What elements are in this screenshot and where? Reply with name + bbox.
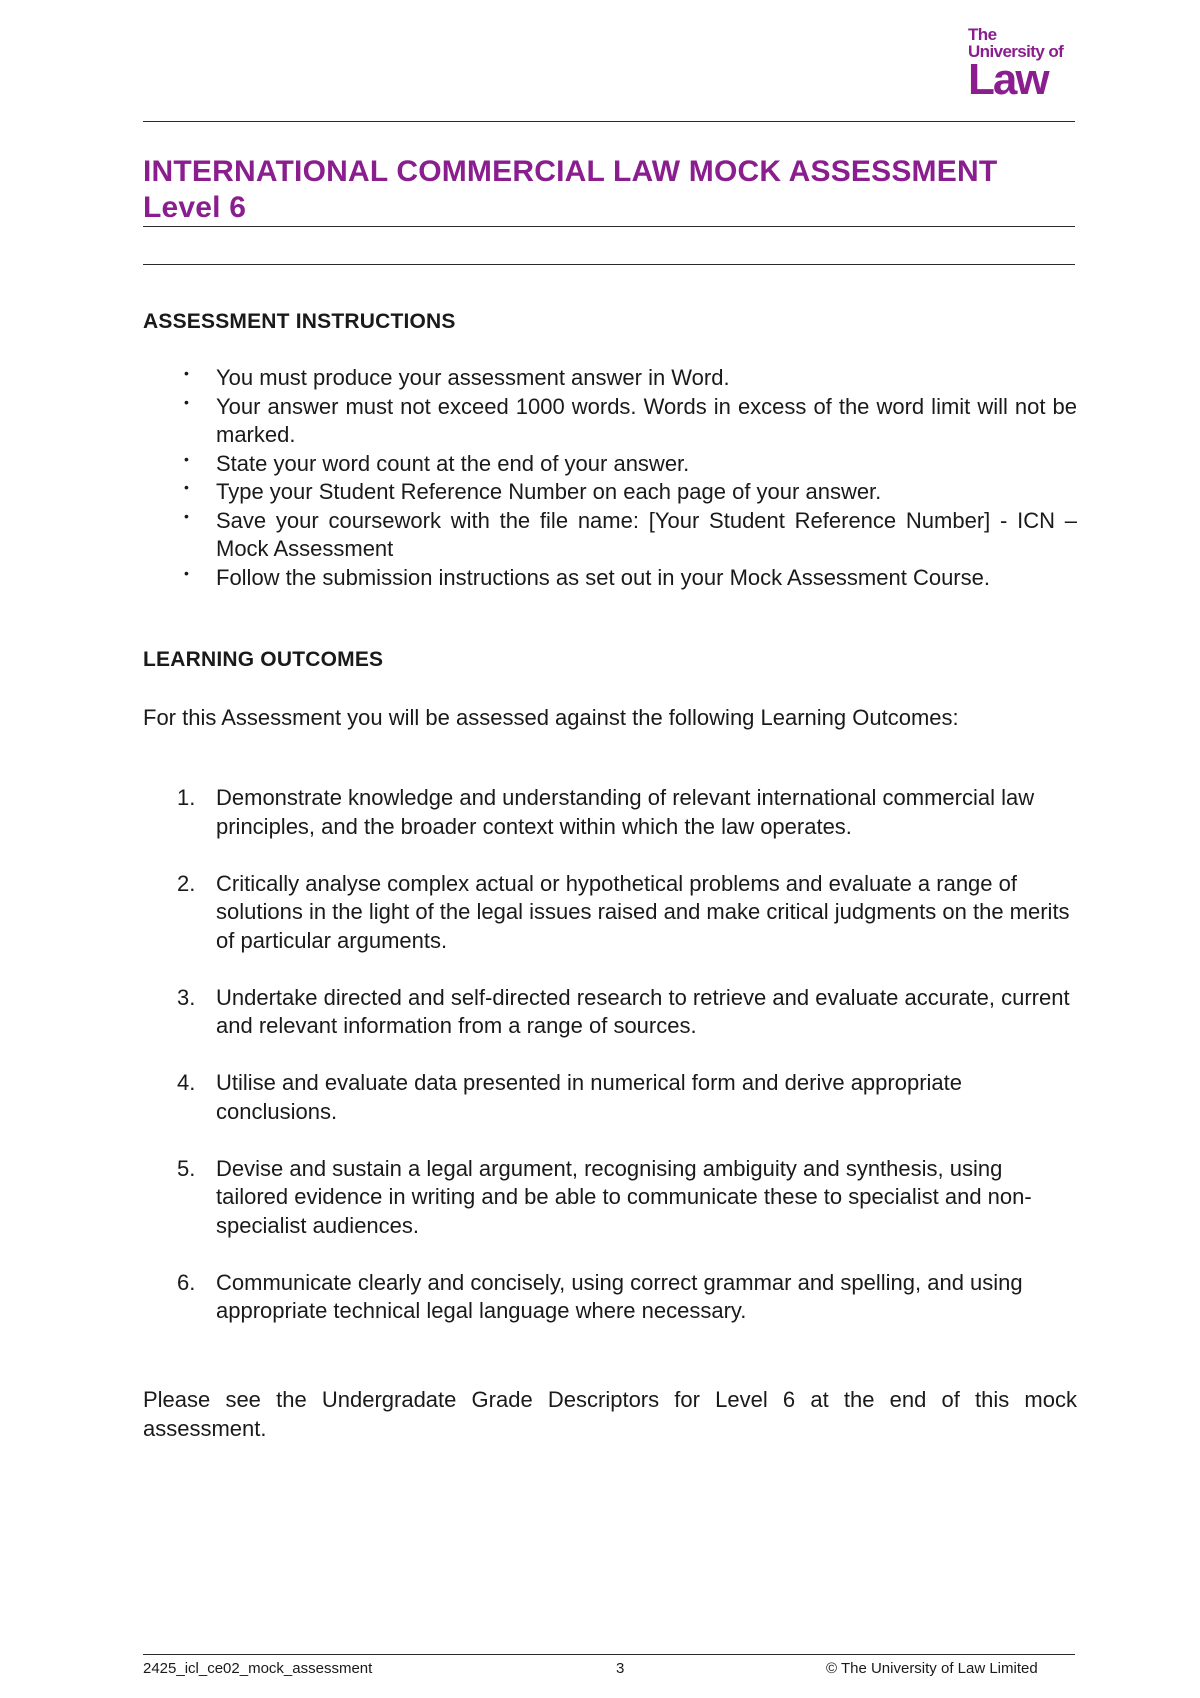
logo-line-the: The — [968, 25, 997, 44]
list-item — [143, 1069, 1077, 1126]
list-item — [143, 478, 1077, 507]
title-level: Level 6 — [143, 191, 247, 224]
instruction-text: Follow the submission instructions as set out in your Mock Assessment Course. — [216, 564, 990, 590]
outcomes-heading: LEARNING OUTCOMES — [143, 648, 384, 671]
instruction-text: Your answer must not exceed 1000 words. Words in excess of the word limit will not be marked. — [216, 393, 1077, 447]
instruction-text: Save your coursework with the file name: [Your Student Reference Number] - ICN – Mock Assessment — [216, 507, 1077, 561]
section-rule — [143, 264, 1075, 265]
title-main: INTERNATIONAL COMMERCIAL LAW MOCK ASSESSMENT — [143, 155, 998, 188]
list-item — [143, 784, 1077, 841]
list-item — [143, 1155, 1077, 1241]
list-item — [143, 564, 1077, 593]
bullet-icon: • — [184, 365, 189, 381]
instruction-text: You must produce your assessment answer in Word. — [216, 365, 730, 390]
footer-rule — [143, 1654, 1075, 1655]
list-item — [143, 984, 1077, 1041]
outcome-text: Demonstrate knowledge and understanding of relevant international commercial law principles, and the broader context within which the law operates. — [216, 785, 1035, 839]
footer-page-number: 3 — [616, 1660, 625, 1677]
instruction-text: Type your Student Reference Number on each page of your answer. — [216, 479, 882, 504]
footer-document-code: 2425_icl_ce02_mock_assessment — [143, 1660, 373, 1677]
closing-note: Please see the Undergradate Grade Descriptors for Level 6 at the end of this mock assessment. — [143, 1387, 1077, 1441]
university-logo — [968, 26, 1068, 106]
bullet-icon: • — [184, 393, 189, 410]
outcomes-list — [143, 784, 1077, 1354]
page-title — [143, 154, 1103, 226]
bullet-icon: • — [184, 564, 189, 581]
instructions-heading: ASSESSMENT INSTRUCTIONS — [143, 310, 456, 333]
bullet-icon: • — [184, 507, 189, 524]
outcome-text: Utilise and evaluate data presented in numerical form and derive appropriate conclusions. — [216, 1070, 962, 1124]
header-rule-top — [143, 121, 1075, 122]
outcome-number: 1. — [177, 785, 196, 810]
outcome-number: 6. — [177, 1269, 196, 1295]
instructions-list — [143, 364, 1077, 592]
outcome-text: Devise and sustain a legal argument, recognising ambiguity and synthesis, using tailored evidence in writing and be able to communicate these to specialist and non-specialist audiences. — [216, 1155, 1032, 1238]
bullet-icon: • — [184, 479, 189, 495]
list-item — [143, 507, 1077, 564]
outcome-number: 4. — [177, 1070, 196, 1095]
outcome-text: Undertake directed and self-directed research to retrieve and evaluate accurate, current and relevant information from a range of sources. — [216, 984, 1070, 1038]
outcome-number: 2. — [177, 870, 196, 896]
outcomes-intro: For this Assessment you will be assessed against the following Learning Outcomes: — [143, 705, 959, 730]
list-item — [143, 393, 1077, 450]
instruction-text: State your word count at the end of your answer. — [216, 450, 690, 476]
bullet-icon: • — [184, 450, 189, 467]
footer-copyright: © The University of Law Limited — [826, 1660, 1038, 1677]
title-rule-bottom — [143, 226, 1075, 227]
list-item — [143, 870, 1077, 956]
logo-line-university: University of — [968, 42, 1064, 61]
logo-line-law: Law — [968, 55, 1048, 104]
list-item — [143, 364, 1077, 393]
list-item — [143, 450, 1077, 479]
outcome-text: Communicate clearly and concisely, using correct grammar and spelling, and using appropriate technical legal language where necessary. — [216, 1269, 1023, 1323]
outcome-text: Critically analyse complex actual or hypothetical problems and evaluate a range of solutions in the light of the legal issues raised and make critical judgments on the merits of particular arguments. — [216, 870, 1070, 953]
outcome-number: 5. — [177, 1155, 196, 1181]
list-item — [143, 1269, 1077, 1326]
outcome-number: 3. — [177, 984, 196, 1010]
